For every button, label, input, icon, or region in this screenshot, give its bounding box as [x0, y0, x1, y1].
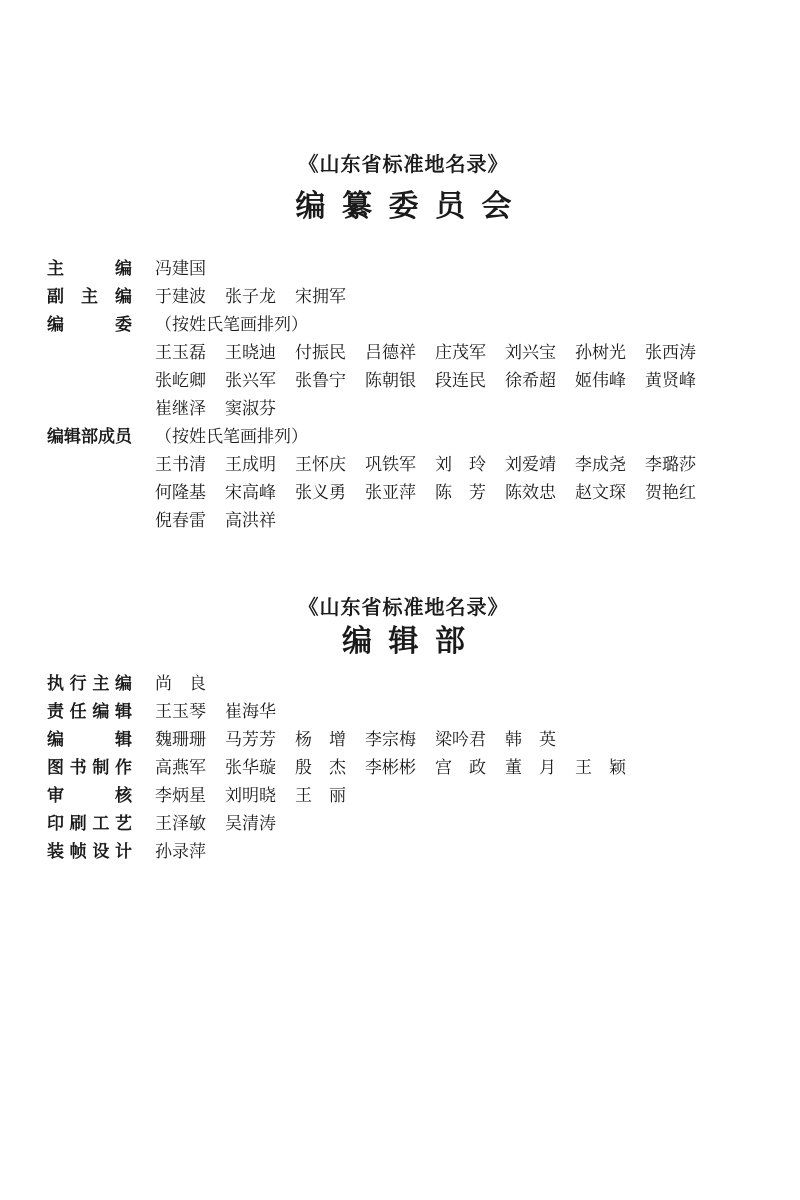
label-char: 作 — [114, 758, 132, 777]
person-name: 刘兴宝 — [505, 343, 556, 362]
person-name: 王怀庆 — [295, 455, 346, 474]
label-char: 设 — [92, 842, 110, 861]
person-name: 崔继泽 — [155, 399, 206, 418]
label-char: 主 — [81, 287, 98, 306]
person-name: 崔海华 — [225, 702, 276, 721]
person-name: 董 月 — [505, 758, 556, 777]
person-name: 姬伟峰 — [575, 371, 626, 390]
label-char: 责 — [47, 702, 64, 721]
row-committee-members-label — [47, 311, 760, 339]
label-char: 编 — [47, 315, 64, 334]
person-name: 魏珊珊 — [155, 730, 206, 749]
row-label — [47, 754, 132, 782]
row-executive-editor — [47, 670, 760, 698]
person-name: 杨 增 — [295, 730, 346, 749]
row-names — [155, 838, 206, 866]
person-name: 付振民 — [295, 343, 346, 362]
row-names — [155, 479, 696, 507]
row-label — [47, 311, 132, 339]
label-char: 员 — [115, 427, 132, 446]
person-name: 李炳星 — [155, 786, 206, 805]
row-label — [47, 255, 132, 283]
person-name: 高燕军 — [155, 758, 206, 777]
label-char: 印 — [47, 814, 64, 833]
label-char: 装 — [47, 842, 64, 861]
person-name: 宫 政 — [435, 758, 486, 777]
row-label — [47, 423, 132, 451]
label-char: 刷 — [69, 814, 87, 833]
row-names — [155, 283, 346, 311]
label-char: 主 — [47, 259, 64, 278]
row-names — [155, 754, 626, 782]
person-name: 黄贤峰 — [645, 371, 696, 390]
person-name: 徐希超 — [505, 371, 556, 390]
row-binding-design — [47, 838, 760, 866]
person-name: 尚 良 — [155, 674, 206, 693]
label-char: 书 — [69, 758, 87, 777]
label-char: 成 — [98, 427, 115, 446]
editorial-heading-text: 编辑部 — [342, 625, 482, 658]
person-name: 梁吟君 — [435, 730, 486, 749]
row-label — [47, 782, 132, 810]
person-name: 段连民 — [435, 371, 486, 390]
sort-note: （按姓氏笔画排列） — [155, 315, 308, 334]
label-char: 制 — [92, 758, 110, 777]
person-name: 李成尧 — [575, 455, 626, 474]
person-name: 贺艳红 — [645, 483, 696, 502]
row-printing-craft — [47, 810, 760, 838]
row-names — [155, 698, 276, 726]
label-char: 工 — [92, 814, 110, 833]
sort-note: （按姓氏笔画排列） — [155, 427, 308, 446]
person-name: 张屹卿 — [155, 371, 206, 390]
person-name: 陈效忠 — [505, 483, 556, 502]
person-name: 巩铁军 — [365, 455, 416, 474]
person-name: 王晓迪 — [225, 343, 276, 362]
person-name: 张华璇 — [225, 758, 276, 777]
person-name: 张子龙 — [225, 287, 276, 306]
row-names — [155, 810, 276, 838]
row-names — [155, 726, 556, 754]
row-deputy-chief-editor — [47, 283, 760, 311]
person-name: 高洪祥 — [225, 511, 276, 530]
staff-names-row — [47, 507, 760, 535]
row-names — [155, 782, 346, 810]
row-book-production — [47, 754, 760, 782]
person-name: 宋高峰 — [225, 483, 276, 502]
person-name: 殷 杰 — [295, 758, 346, 777]
committee-heading — [47, 190, 760, 229]
label-char: 辑 — [115, 730, 132, 749]
person-name: 陈 芳 — [435, 483, 486, 502]
person-name: 张兴军 — [225, 371, 276, 390]
staff-names-row — [47, 451, 760, 479]
label-char: 部 — [81, 427, 98, 446]
label-char: 帧 — [69, 842, 87, 861]
label-char: 计 — [114, 842, 132, 861]
label-char: 编 — [114, 674, 132, 693]
label-char: 辑 — [64, 427, 81, 446]
label-char: 行 — [69, 674, 87, 693]
row-names — [155, 395, 276, 423]
person-name: 孙树光 — [575, 343, 626, 362]
person-name: 刘爱靖 — [505, 455, 556, 474]
label-char: 执 — [47, 674, 64, 693]
person-name: 王 丽 — [295, 786, 346, 805]
person-name: 吕德祥 — [365, 343, 416, 362]
committee-names-row — [47, 367, 760, 395]
label-char: 辑 — [114, 702, 132, 721]
person-name: 冯建国 — [155, 259, 206, 278]
person-name: 倪春雷 — [155, 511, 206, 530]
person-name: 庄茂军 — [435, 343, 486, 362]
label-char: 图 — [47, 758, 64, 777]
row-names — [155, 507, 276, 535]
label-char: 任 — [69, 702, 87, 721]
row-responsible-editor — [47, 698, 760, 726]
person-name: 窦淑芬 — [225, 399, 276, 418]
staff-names-row — [47, 479, 760, 507]
person-name: 李璐莎 — [645, 455, 696, 474]
row-editors — [47, 726, 760, 754]
row-label — [47, 283, 132, 311]
row-names — [155, 670, 206, 698]
label-char: 艺 — [114, 814, 132, 833]
row-label — [47, 726, 132, 754]
person-name: 王泽敏 — [155, 814, 206, 833]
row-names — [155, 367, 696, 395]
label-char: 主 — [92, 674, 110, 693]
person-name: 吴清涛 — [225, 814, 276, 833]
editorial-rows — [47, 670, 760, 866]
row-label — [47, 838, 132, 866]
label-char: 编 — [92, 702, 110, 721]
person-name: 刘明晓 — [225, 786, 276, 805]
person-name: 张鲁宁 — [295, 371, 346, 390]
book-title: 《山东省标准地名录》 — [298, 597, 509, 619]
person-name: 王玉磊 — [155, 343, 206, 362]
row-label — [47, 670, 132, 698]
person-name: 陈朝银 — [365, 371, 416, 390]
person-name: 马芳芳 — [225, 730, 276, 749]
label-char: 编 — [47, 427, 64, 446]
committee-section — [47, 0, 760, 535]
label-char: 核 — [115, 786, 132, 805]
row-label — [47, 698, 132, 726]
row-chief-editor — [47, 255, 760, 283]
committee-rows — [47, 255, 760, 535]
label-char: 编 — [47, 730, 64, 749]
person-name: 李彬彬 — [365, 758, 416, 777]
label-char: 副 — [47, 287, 64, 306]
label-char: 委 — [115, 315, 132, 334]
person-name: 张义勇 — [295, 483, 346, 502]
person-name: 王玉琴 — [155, 702, 206, 721]
person-name: 孙录萍 — [155, 842, 206, 861]
person-name: 张亚萍 — [365, 483, 416, 502]
row-names — [155, 339, 696, 367]
person-name: 张西涛 — [645, 343, 696, 362]
person-name: 王成明 — [225, 455, 276, 474]
person-name: 李宗梅 — [365, 730, 416, 749]
person-name: 王 颖 — [575, 758, 626, 777]
label-char: 审 — [47, 786, 64, 805]
person-name: 韩 英 — [505, 730, 556, 749]
editorial-section — [47, 595, 760, 866]
committee-names-row — [47, 395, 760, 423]
person-name: 王书清 — [155, 455, 206, 474]
row-names — [155, 255, 206, 283]
person-name: 赵文琛 — [575, 483, 626, 502]
committee-names-row — [47, 339, 760, 367]
person-name: 何隆基 — [155, 483, 206, 502]
person-name: 于建波 — [155, 287, 206, 306]
row-names — [155, 451, 696, 479]
row-label — [47, 810, 132, 838]
row-editorial-staff-label — [47, 423, 760, 451]
person-name: 刘 玲 — [435, 455, 486, 474]
person-name: 宋拥军 — [295, 287, 346, 306]
label-char: 编 — [115, 287, 132, 306]
committee-heading-text: 编纂委员会 — [295, 190, 528, 223]
label-char: 编 — [115, 259, 132, 278]
row-review — [47, 782, 760, 810]
book-title: 《山东省标准地名录》 — [298, 154, 509, 176]
editorial-heading — [47, 625, 760, 664]
